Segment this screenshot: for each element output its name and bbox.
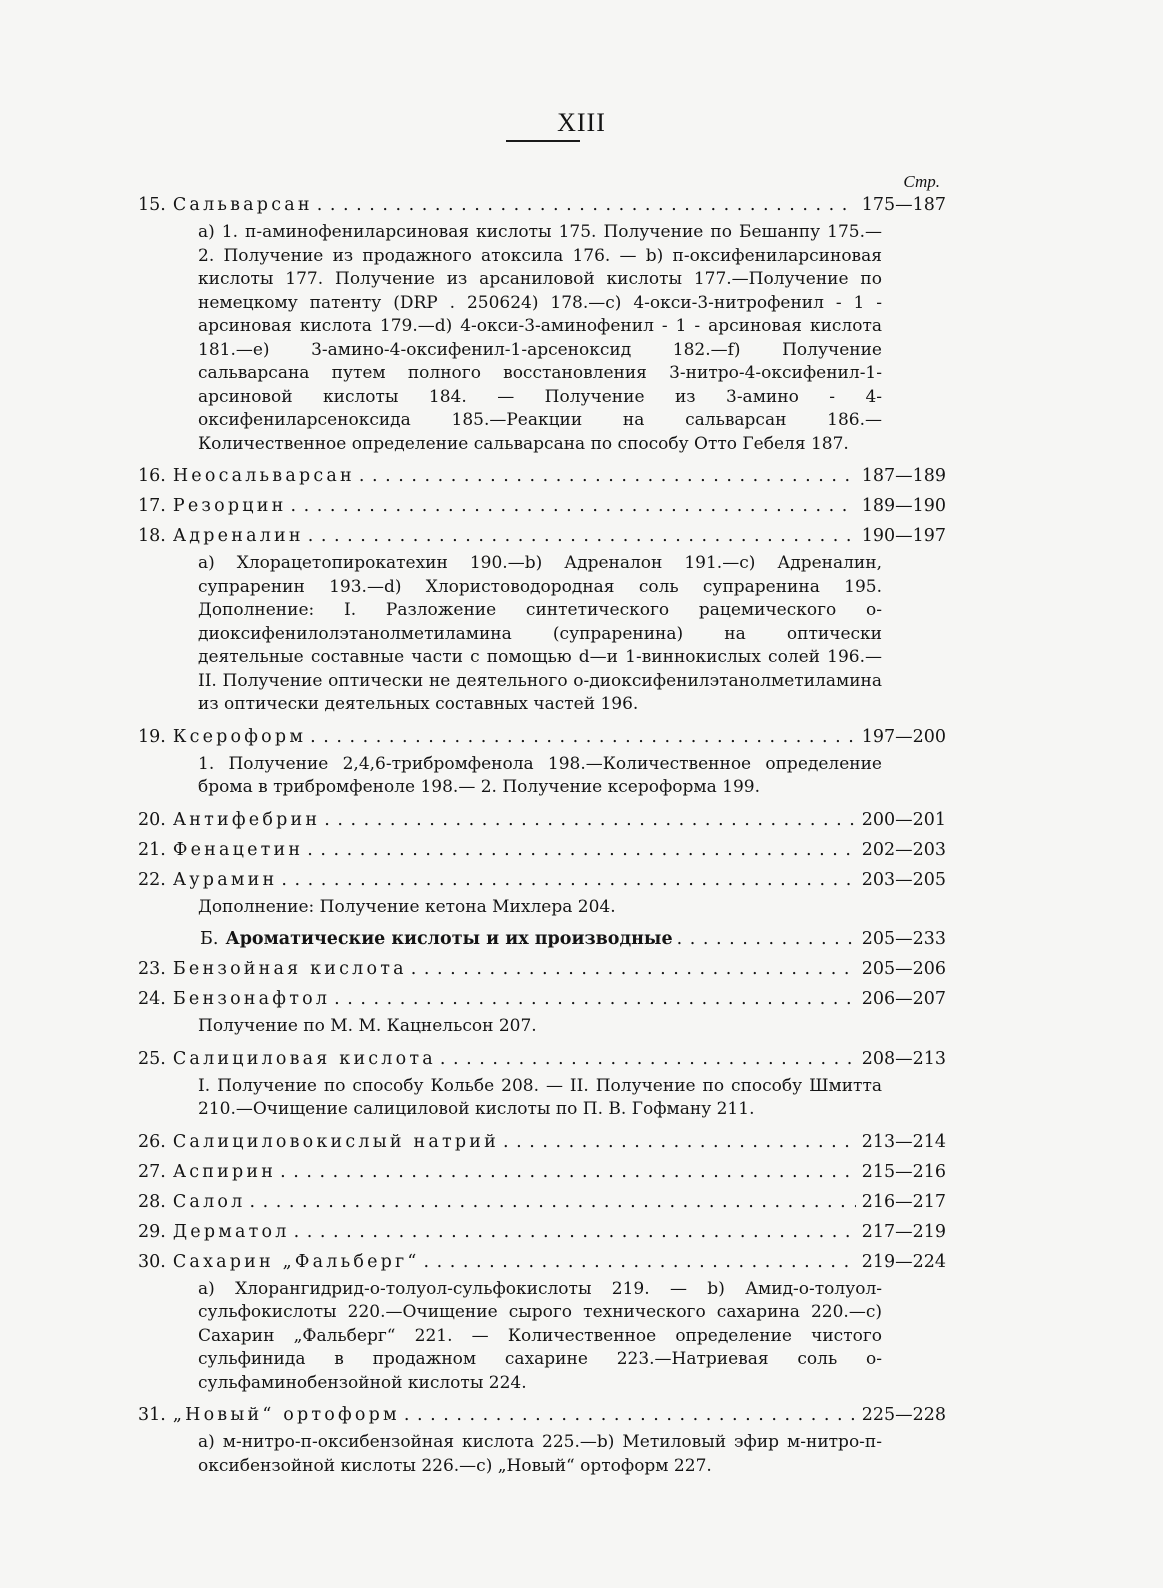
dot-leader xyxy=(330,987,856,1011)
toc-entry-description: Дополнение: Получение кетона Михлера 204. xyxy=(198,896,616,917)
toc-entry-number: 21. xyxy=(138,839,166,860)
toc-entry xyxy=(138,868,946,892)
toc-entry-description: а) 1. п-аминофениларсиновая кислоты 175. Получение по Бешанпу 175.— 2. Получение из продажного атоксила 176. — b) п-оксифениларсиновая кислоты 177. Получение из арсаниловой кислоты 177.—Получение по немецкому патенту (DRP . 250624) 178.—c) 4-окси-3-нитрофенил - 1 - арсиновая кислота 179.—d) 4-окси-3-аминофенил - 1 - арсиновая кислота 181.—e) 3-амино-4-оксифенил-1-арсеноксид 182.—f) Получение сальварсана путем полного восстановления 3-нитро-4-оксифенил-1-арсиновой кислоты 184. — Получение из 3-амино - 4-оксифениларсеноксида 185.—Реакции на сальварсан 186.—Количественное определение сальварсана по способу Отто Гебеля 187. xyxy=(198,222,882,454)
toc-entry xyxy=(138,838,946,862)
toc-entry xyxy=(138,1047,946,1071)
toc-entry xyxy=(138,1403,946,1427)
toc-entry-description: I. Получение по способу Кольбе 208. — II. Получение по способу Шмитта 210.—Очищение салициловой кислоты по П. В. Гофману 211. xyxy=(198,1075,882,1119)
toc-entry xyxy=(138,1220,946,1244)
toc-entry xyxy=(138,193,946,217)
toc-entry-description: а) Хлорангидрид-о-толуол-сульфокислоты 219. — b) Амид-о-толуол-сульфокислоты 220.—Очищение сырого технического сахарина 220.—c) Сахарин „Фальберг“ 221. — Количественное определение чистого сульфинида в продажном сахарине 223.—Натриевая соль о-сульфаминобензойной кислоты 224. xyxy=(198,1278,882,1393)
toc-entry-title: Адреналин xyxy=(172,526,304,546)
dot-leader xyxy=(313,193,856,217)
toc-entry-pages: 189—190 xyxy=(861,496,946,516)
toc-entry-pages: 205—233 xyxy=(861,929,946,949)
dot-leader xyxy=(407,957,856,981)
page-number: XIII xyxy=(557,108,606,137)
dot-leader xyxy=(245,1190,855,1214)
toc-entry-description: а) Хлорацетопирокатехин 190.—b) Адреналон 191.—c) Адреналин, супраренин 193.—d) Хлористоводородная соль супраренина 195. Дополнение: I. Разложение синтетического рацемического о-диоксифенилолэтанолметиламина (супраренина) на оптически деятельные составные части с помощью d—и 1-виннокислых солей 196.—II. Получение оптически не деятельного о-диоксифенилэтанолметиламина из оптически деятельных составных частей 196. xyxy=(198,553,882,714)
toc-entry xyxy=(138,1190,946,1214)
toc-entry-number: 27. xyxy=(138,1161,166,1182)
toc-entry-pages: 187—189 xyxy=(861,466,946,486)
toc-entry-pages: 205—206 xyxy=(861,959,946,979)
toc-entry xyxy=(138,1160,946,1184)
dot-leader xyxy=(420,1250,856,1274)
dot-leader xyxy=(400,1403,856,1427)
toc-entry xyxy=(138,957,946,981)
dot-leader xyxy=(436,1047,856,1071)
toc-entry-title: Антифебрин xyxy=(172,809,321,830)
toc-entry-title: Аурамин xyxy=(172,869,278,890)
toc-entry-pages: 206—207 xyxy=(861,989,946,1009)
toc-entry-number: 28. xyxy=(138,1191,166,1212)
toc-entry xyxy=(138,987,946,1011)
toc-entry-title: Салол xyxy=(172,1191,246,1212)
toc-entry-number: 31. xyxy=(138,1405,166,1425)
dot-leader xyxy=(277,868,855,892)
toc-entry-number: Б. xyxy=(200,929,219,949)
pages-column-header: Стр. xyxy=(903,172,940,191)
dot-leader xyxy=(276,1160,856,1184)
dot-leader xyxy=(303,838,855,862)
toc-entry xyxy=(138,524,946,548)
toc-entry-title: Резорцин xyxy=(172,496,287,516)
toc-entry-number: 20. xyxy=(138,809,166,830)
dot-leader xyxy=(673,927,856,951)
toc-entry-number: 18. xyxy=(138,526,166,546)
toc-entry-number: 23. xyxy=(138,959,166,979)
dot-leader xyxy=(499,1130,856,1154)
toc-entry-pages: 217—219 xyxy=(861,1221,946,1242)
toc-entry-description: Получение по М. М. Кацнельсон 207. xyxy=(198,1016,537,1036)
toc-entry xyxy=(138,464,946,488)
toc-entry-title: „Новый“ ортоформ xyxy=(172,1405,400,1425)
dot-leader xyxy=(306,725,856,749)
toc-entry-pages: 213—214 xyxy=(861,1131,946,1152)
dot-leader xyxy=(355,464,856,488)
toc-entry-number: 26. xyxy=(138,1131,166,1152)
toc-entry-number: 15. xyxy=(138,195,166,215)
toc-entry-title: Сальварсан xyxy=(172,195,313,215)
toc-entry-number: 16. xyxy=(138,466,166,486)
table-of-contents xyxy=(138,193,946,1486)
toc-entry-pages: 219—224 xyxy=(861,1251,946,1272)
toc-entry xyxy=(138,1250,946,1274)
toc-entry-number: 19. xyxy=(138,726,166,747)
toc-entry-pages: 197—200 xyxy=(861,726,946,747)
toc-entry xyxy=(138,725,946,749)
toc-entry-description: 1. Получение 2,4,6-трибромфенола 198.—Количественное определение брома в трибромфеноле 198.— 2. Получение ксероформа 199. xyxy=(198,753,882,797)
page-number-underline xyxy=(506,140,580,142)
toc-entry-title: Аспирин xyxy=(172,1161,277,1182)
toc-entry-pages: 200—201 xyxy=(861,809,946,830)
toc-entry-title: Ароматические кислоты и их производные xyxy=(225,929,673,949)
toc-entry-number: 30. xyxy=(138,1251,166,1272)
toc-entry-title: Бензойная кислота xyxy=(172,959,407,979)
toc-entry-number: 24. xyxy=(138,989,166,1009)
dot-leader xyxy=(286,494,855,518)
toc-entry xyxy=(138,927,946,951)
toc-entry-title: Фенацетин xyxy=(172,839,304,860)
toc-entry-number: 22. xyxy=(138,869,166,890)
dot-leader xyxy=(320,808,855,832)
toc-entry-pages: 215—216 xyxy=(861,1161,946,1182)
toc-entry-title: Салициловая кислота xyxy=(172,1048,436,1069)
toc-entry-number: 29. xyxy=(138,1221,166,1242)
toc-entry-pages: 202—203 xyxy=(861,839,946,860)
toc-entry-pages: 190—197 xyxy=(861,526,946,546)
toc-entry-number: 25. xyxy=(138,1048,166,1069)
dot-leader xyxy=(290,1220,856,1244)
toc-entry-pages: 216—217 xyxy=(861,1191,946,1212)
toc-entry xyxy=(138,1130,946,1154)
toc-entry-title: Дерматол xyxy=(172,1221,290,1242)
toc-entry-number: 17. xyxy=(138,496,166,516)
toc-entry xyxy=(138,494,946,518)
dot-leader xyxy=(304,524,856,548)
toc-entry xyxy=(138,808,946,832)
toc-entry-title: Сахарин „Фальберг“ xyxy=(172,1251,420,1272)
toc-entry-description: а) м-нитро-п-оксибензойная кислота 225.—b) Метиловый эфир м-нитро-п-оксибензойной кислоты 226.—c) „Новый“ ортоформ 227. xyxy=(198,1432,882,1476)
toc-entry-title: Салициловокислый натрий xyxy=(172,1131,499,1152)
toc-entry-title: Ксероформ xyxy=(172,726,307,747)
toc-entry-pages: 208—213 xyxy=(861,1048,946,1069)
toc-entry-pages: 225—228 xyxy=(861,1405,946,1425)
toc-entry-pages: 175—187 xyxy=(861,195,946,215)
toc-entry-title: Неосальварсан xyxy=(172,466,355,486)
toc-entry-title: Бензонафтол xyxy=(172,989,331,1009)
toc-entry-pages: 203—205 xyxy=(861,869,946,890)
